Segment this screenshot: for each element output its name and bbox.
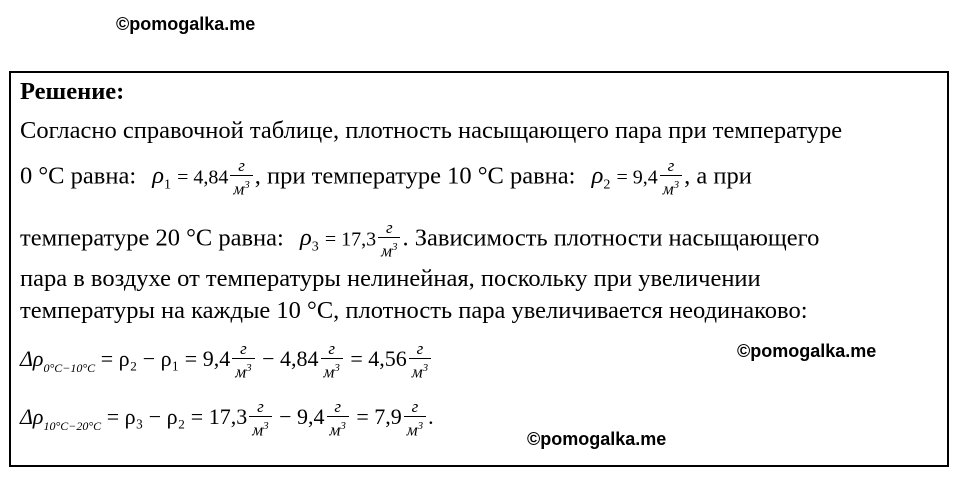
unit-fraction: $\frac{г}{м^3}$ — [660, 157, 682, 199]
unit-fraction: $\frac{г}{м^3}$ — [409, 340, 431, 382]
rho2-value: = 9,4 — [616, 166, 658, 189]
equation-end: . — [428, 403, 434, 429]
paragraph-line-3 — [20, 219, 819, 261]
rho1-value: = 4,84 — [177, 166, 229, 189]
equation-middle: = ρ₃ − ρ₂ = 17,3 — [106, 403, 248, 429]
text-segment: , а при — [684, 162, 752, 190]
equation-1 — [20, 340, 433, 382]
paragraph-line-2 — [20, 157, 752, 199]
watermark-top: ©pomogalka.me — [116, 14, 256, 34]
equation-term: − 4,84 — [262, 345, 319, 371]
paragraph-line-5: температуры на каждые 10 °С, плотность пара увеличивается неодинаково: — [20, 297, 808, 324]
rho1-symbol: ρ — [152, 162, 165, 190]
watermark-middle: ©pomogalka.me — [737, 341, 877, 361]
rho2-subscript: 2 — [603, 177, 611, 193]
rho3-value: = 17,3 — [324, 228, 377, 251]
rho1-subscript: 1 — [164, 177, 172, 193]
unit-fraction: $\frac{г}{м^3}$ — [321, 340, 343, 382]
equation-term: − 9,4 — [279, 403, 325, 429]
equation-result: = 4,56 — [350, 345, 407, 371]
delta-rho-subscript: 10°C−20°C — [43, 418, 102, 433]
text-segment: 0 °С равна: — [20, 162, 137, 190]
text-segment: , при температуре 10 °С равна: — [254, 162, 576, 190]
unit-denominator: $м^3$ — [233, 179, 250, 199]
rho3-subscript: 3 — [311, 239, 319, 255]
rho2-symbol: ρ — [591, 162, 604, 190]
watermark-bottom: ©pomogalka.me — [527, 429, 667, 449]
unit-fraction: $\frac{г}{м^3}$ — [249, 398, 271, 440]
unit-numerator: г — [230, 157, 252, 176]
delta-rho-symbol: Δρ — [20, 345, 44, 371]
equation-2 — [20, 398, 434, 440]
text-segment: температуре 20 °С равна: — [20, 224, 284, 252]
unit-fraction — [230, 157, 252, 199]
text-segment: . Зависимость плотности насыщающего — [402, 224, 820, 252]
rho3-symbol: ρ — [299, 224, 312, 252]
unit-fraction: $\frac{г}{м^3}$ — [404, 398, 426, 440]
paragraph-line-1: Согласно справочной таблице, плотность насыщающего пара при температуре — [20, 117, 843, 144]
unit-fraction: $\frac{г}{м^3}$ — [378, 219, 400, 261]
equation-middle: = ρ₂ − ρ₁ = 9,4 — [100, 345, 231, 371]
unit-fraction: $\frac{г}{м^3}$ — [327, 398, 349, 440]
unit-fraction: $\frac{г}{м^3}$ — [232, 340, 254, 382]
solution-heading: Решение: — [20, 78, 125, 105]
delta-rho-symbol: Δρ — [20, 403, 44, 429]
equation-result: = 7,9 — [356, 403, 402, 429]
delta-rho-subscript: 0°C−10°C — [43, 360, 96, 375]
paragraph-line-4: пара в воздухе от температуры нелинейная, поскольку при увеличении — [20, 265, 761, 292]
